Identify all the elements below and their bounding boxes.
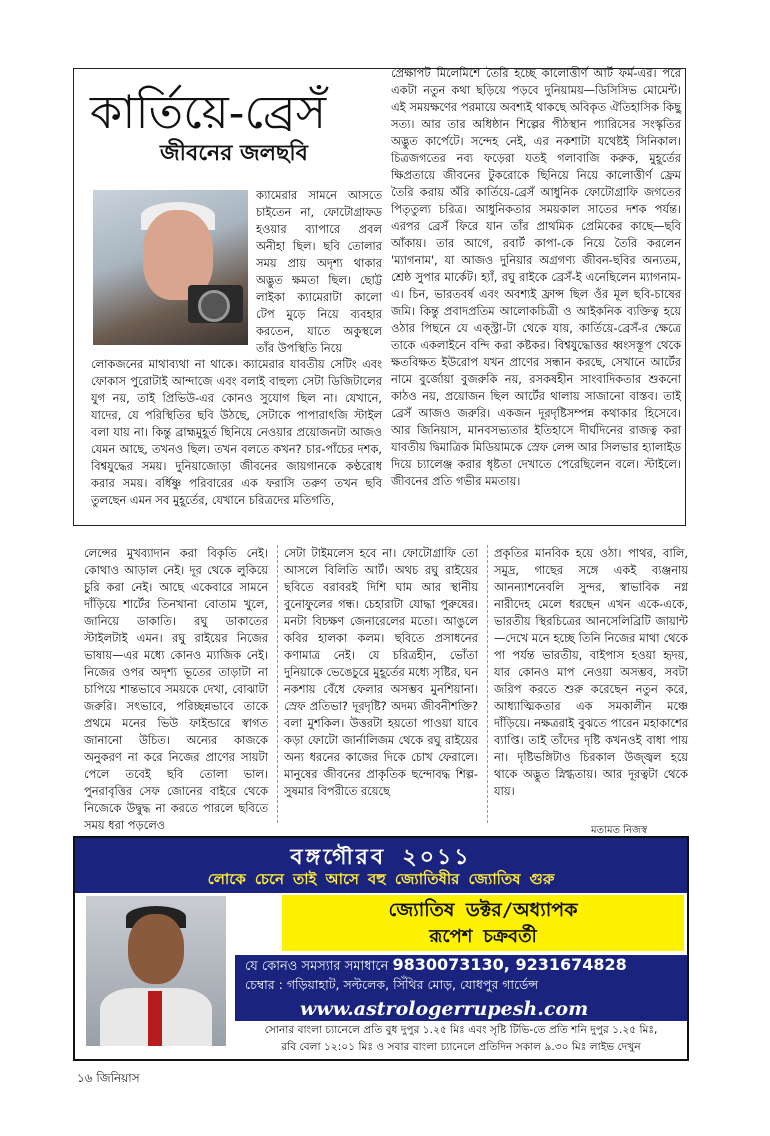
lower-column-3: প্রকৃতির মানবিক হয়ে ওঠা। পাথর, বালি, সমুদ্র, গাছের সঙ্গে একই ব্যঞ্জনায় আনন্যাশনেবলি সুন্দর, স্বাভাবিক নগ্ন নারীদেহ মেলে ধরছেন এখন একে-একে, ভারতীয় স্থিরচিত্রের আনসেলিব্রিটি জায়ান্ট—দেখে মনে হচ্ছে তিনি নিজের মাথা থেকে পা পর্যন্ত ভারতীয়, বাইপাস হওয়া হৃদয়, যার কোনও মাপ নেওয়া অসম্ভব, সবটা জরিপ করতে শুরু করেছেন নতুন করে, আধ্যাত্মিকতার এক সমকালীন মঞ্চে দাঁড়িয়ে। নক্ষত্ররাই বুঝতে পারেন মহাকাশের ব্যাপ্তি। তাই তাঁদের দৃষ্টি কখনওই বাধা পায় না। দৃষ্টিভঙ্গিটাও চিরকাল উজ্জ্বল হয়ে থাকে অদ্ভুত স্নিগ্ধতায়। আর দূরত্বটা থেকে যায়। xyxy=(494,546,688,798)
ad-photo-tie xyxy=(148,991,162,1046)
ad-schedule-line-2: রবি বেলা ১২:০১ মিঃ ও সবার বাংলা চ্যানেলে প্রতিদিন সকাল ৯.৩০ মিঃ লাইভ দেখুন xyxy=(281,1041,641,1053)
article-subtitle: জীবনের জলছবি xyxy=(160,141,308,166)
astrologer-photo xyxy=(86,896,226,1046)
ad-astrologer-name: রূপেশ চক্রবর্তী xyxy=(429,926,537,947)
article-signoff: মতামত নিজস্ব xyxy=(591,825,648,836)
ad-website-link[interactable]: www.astrologerrupesh.com xyxy=(300,998,589,1020)
ad-phone-label: যে কোনও সমস্যার সমাধানে xyxy=(245,959,389,974)
ad-schedule xyxy=(235,1022,687,1056)
ad-schedule-line-1: সোনার বাংলা চ্যানেলে প্রতি বুধ দুপুর ১.২৫ মিঃ এবং সৃষ্টি টিভি-তে প্রতি শনি দুপুর ১.২৫ মিঃ, xyxy=(264,1024,658,1036)
left-lower-text: লোকজনের মাথাব্যথা না থাকে। ক্যামেরার যাবতীয় সেটিং এবং ফোকাস পুরোটাই আন্দাজে এবং বলাই বাহুল্য সেটা ডিজিটালের যুগ নয়, তাই প্রিভিউ-এর কোনও সুযোগ ছিল না। যেখানে, যাদের, যে পরিস্থিতির ছবি উঠছে, সেটাকে পাপারাৎজি স্টাইল বলা যায় না। কিন্তু ব্রাহ্মমুহূর্ত ছিনিয়ে নেওয়ার প্রয়োজনটা আজও যেমন আছে, তখনও ছিল। তখন বলতে কখন? চার-পাঁচের দশক, বিশ্বযুদ্ধের সময়। দুনিয়াজোড়া জীবনের জায়গানকে কণ্ঠরোধ করার সময়। বর্ধিষ্ণু পরিবারের এক ফরাসি তরুণ তখন ছবি তুলছেন এমন সব মুহূর্তের, যেখানে চরিত্রদের মতিগতি, xyxy=(91,357,382,507)
astrology-advertisement[interactable] xyxy=(73,836,689,1061)
page-footer: ১৬ জিনিয়াস xyxy=(77,1071,140,1085)
ad-phone-numbers[interactable]: 9830073130, 9231674828 xyxy=(392,955,627,974)
ad-tagline: লোকে চেনে তাই আসে বহু জ্যোতিষীর জ্যোতিষ গুরু xyxy=(207,870,555,888)
right-column-text: প্রেক্ষাপট মিলেমিশে তৈরি হচ্ছে কালোত্তীর্ণ আর্ট ফর্ম-এর। পরে একটা নতুন কথা ছড়িয়ে পড়বে দুনিয়াময়—ডিসিসিভ মোমেন্ট। এই সময়ক্ষণের পরমায়ে অবশ্যই থাকছে অবিকৃত ঐতিহাসিক কিছু সত্য। আর তার অধিষ্ঠান শিল্পের পীঠস্থান প্যারিসের সংস্কৃতির অদ্ভুত কার্পেটে। সন্দেহ নেই, এর নকশাটা যথেষ্টই সিনিকাল। চিত্রজগতের নব্য ফড়েরা যতই গলাবাজি করুক, মুহূর্তের ক্ষিপ্রতায়ে জীবনের টুকরোকে ছিনিয়ে নিয়ে কালোত্তীর্ণ ফ্রেম তৈরি করায় অঁরি কার্তিয়ে-ব্রেসঁ আধুনিক ফোটোগ্রাফি জগতের পিতৃতুল্য চরিত্র। আধুনিকতার সময়কাল সাতের দশক পর্যন্ত। এরপর ব্রেসঁ ফিরে যান তাঁর প্রাথমিক প্রেমিকের কাছে—ছবি আঁকায়। তার আগে, রবার্ট কাপা-কে নিয়ে তৈরি করলেন 'ম্যাগনাম', যা আজও দুনিয়ার অগ্রগণ্য জীবন-ছবির অন্যতম, শ্রেষ্ঠ সুপার মার্কেট। হ্যাঁ, রঘু রাইকে ব্রেসঁ-ই এনেছিলেন ম্যাগনাম-এ। চিন, ভারতবর্ষ এবং অবশ্যই ফ্রান্স ছিল ওঁর মূল ছবি-চাষের জমি। কিন্তু প্রবাদপ্রতিম আলোকচিত্রী ও আইকনিক ব্যক্তিত্ব হয়ে ওঠার পিছনে যে এক্স্ট্রা-টা থেকে যায়, কার্তিয়ে-ব্রেসঁ-র ক্ষেত্রে তাকে একলাইনে বন্দি করা কষ্টকর। বিশ্বযুদ্ধোত্তর ধ্বংসস্তূপ থেকে ক্ষতবিক্ষত ইউরোপ যখন প্রাণের সন্ধান করছে, সেখানে আর্টের নামে বুর্জোয়া বুজরুকি নয়, রসকষহীন সাংবাদিকতার শুকনো কাঠও নয়, প্রয়োজন ছিল আর্টের থালায় সাজানো বাস্তব। তাই ব্রেসঁ আজও জরুরি। একজন দূরদৃষ্টিসম্পন্ন কথাকার হিসেবে। আর জিনিয়াস, মানবসভ্যতার ইতিহাসে দীর্ঘদিনের রাজত্ব করা যাবতীয় দ্বিমাত্রিক মিডিয়ামকে স্রেফ লেন্স আর সিলভার হ্যালাইড দিয়ে চ্যালেঞ্জ করার ধৃষ্টতা দেখাতে পেরেছিলেন বলে। স্টাইলে। জীবনের প্রতি গভীর মমতায়। xyxy=(391,66,681,488)
ad-phone-line[interactable] xyxy=(245,955,627,978)
lower-column-2: সেটা টাইমলেস হবে না। ফোটোগ্রাফি তো আসলে বিলিতি আর্ট। অথচ রঘু রাইয়ের ছবিতে বরাবরই দিশি ঘাম আর স্থানীয় বুনোফুলের গন্ধ। চেহারাটা যোদ্ধা পুরুষের। মনটা বিচক্ষণ জেনারেলের মতো। আঙুলে কবির হালকা কলম। ছবিতে প্রসাধনের কণামাত্র নেই। যে চরিত্রহীন, ভোঁতা দুনিয়াকে ভেঙেচুরে মুহূর্তের মধ্যে সৃষ্টির, ঘন নকশায় বেঁধে ফেলার অসম্ভব মুনশিয়ানা। স্রেফ প্রতিভা? দূরদৃষ্টি? অদম্য জীবনীশক্তি? বলা মুশকিল। উত্তরটা হয়তো পাওয়া যাবে কড়া ফোটো জার্নালিজম থেকে রঘু রাইয়ের অন্য ধরনের কাজের দিকে চোখ ফেরালে। মানুষের জীবনের প্রাকৃতিক ছন্দোবদ্ধ শিল্প-সুষমার বিপরীতে রয়েছে xyxy=(284,546,478,798)
wrap-text: ক্যামেরার সামনে আসতে চাইতেন না, ফোটোগ্রাফড হওয়ার ব্যাপারে প্রবল অনীহা ছিল। ছবি তোলার সময় প্রায় অদৃশ্য থাকার অদ্ভুত ক্ষমতা ছিল। ছোট্ট লাইকা ক্যামেরাটা কালো টেপ মুড়ে নিয়ে ব্যবহার করতেন, যাতে অকুস্থলে তাঁর উপস্থিতি নিয়ে xyxy=(256,188,382,355)
ad-title-line: জ্যোতিষ ডক্টর/অধ্যাপক xyxy=(388,899,578,921)
ad-headline: বঙ্গগৌরব ২০১১ xyxy=(290,845,472,870)
ad-address: চেম্বার : গড়িয়াহাট, সল্টলেক, সিঁথির মোড়, যোধপুর গার্ডেন্স xyxy=(245,977,539,992)
portrait-photo xyxy=(93,190,248,345)
column-divider-1 xyxy=(277,545,278,823)
lower-column-1: লেন্সের মুখব্যাদান করা বিকৃতি নেই। কোথাও আড়াল নেই। দূর থেকে লুকিয়ে চুরি করা নেই। আছে একেবারে সামনে দাঁড়িয়ে শার্টের তিনখানা বোতাম খুলে, জানিয়ে ডাকাতি। রঘু ডাকাতের স্টাইলটাই এমন। রঘু রাইয়ের নিজের ভাষায়—এর মধ্যে কোনও ম্যাজিক নেই। নিজের ওপর অদৃশ্য ভূতের তাড়াটা না চাপিয়ে শান্তভাবে সময়কে দেখা, বোঝাটা জরুরি। সৎভাবে, পরিচ্ছন্নভাবে তাকে প্রথমে মনের ভিউ ফাইন্ডারে স্বাগত জানানো উচিত। অন্যের কাজকে অনুকরণ না করে নিজের প্রাণের সায়টা পেলে তবেই ছবি তোলা ভাল। পুনরাবৃত্তির সেফ জোনের বাইরে থেকে নিজেকে উদ্বুদ্ধ না করতে পারলে ছবিতে সময় ধরা পড়লেও xyxy=(84,546,268,832)
article-title: কার্তিয়ে-ব্রেসঁ xyxy=(90,85,327,139)
lens-icon xyxy=(198,290,230,322)
ad-photo-face xyxy=(128,914,184,984)
column-divider-2 xyxy=(487,545,488,823)
